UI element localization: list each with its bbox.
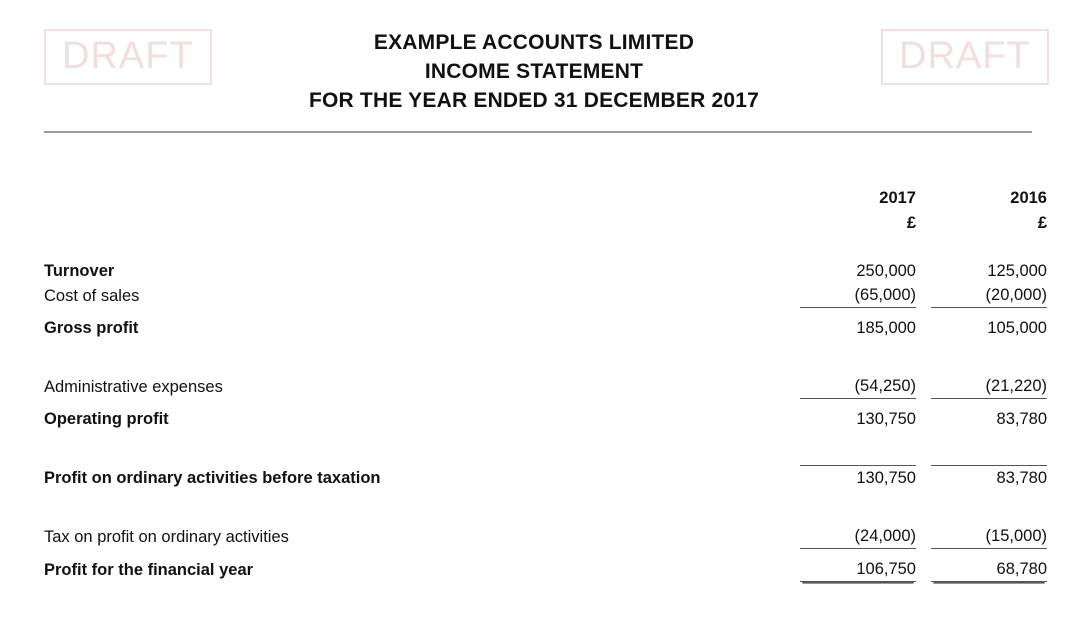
row-value-turnover-2017: 250,000 — [856, 262, 916, 280]
row-label-cost-of-sales: Cost of sales — [44, 286, 140, 305]
spacer-after-header — [44, 235, 1047, 259]
row-value-profit-before-taxation-2016: 83,780 — [931, 466, 1047, 491]
table-row — [44, 316, 1047, 340]
header-year-2017: 2017 — [879, 189, 916, 207]
table-row — [44, 466, 1047, 491]
table-row — [44, 283, 1047, 308]
title-statement-type: INCOME STATEMENT — [424, 60, 644, 83]
header-spacer — [44, 185, 800, 211]
row-value-profit-for-financial-year-2017: 106,750 — [800, 557, 916, 582]
row-value-administrative-expenses-2016: (21,220) — [931, 374, 1047, 399]
row-value-tax-on-profit-2016: (15,000) — [931, 524, 1047, 549]
spacer-before-gross-profit — [44, 308, 1047, 317]
row-value-turnover-2016: 125,000 — [987, 262, 1047, 280]
spacer-before-pbt — [44, 431, 1047, 466]
spacer-before-admin-expenses — [44, 340, 1047, 374]
row-value-operating-profit-2016: 83,780 — [996, 410, 1047, 428]
row-label-operating-profit: Operating profit — [44, 410, 169, 428]
row-value-profit-before-taxation-2017: 130,750 — [800, 466, 916, 491]
row-value-cost-of-sales-2016: (20,000) — [931, 283, 1047, 308]
row-label-gross-profit: Gross profit — [44, 319, 139, 337]
row-value-gross-profit-2016: 105,000 — [987, 319, 1047, 337]
draft-watermark-left: DRAFT — [44, 29, 212, 85]
draft-watermark-right: DRAFT — [881, 29, 1049, 85]
row-value-tax-on-profit-2017: (24,000) — [800, 524, 916, 549]
row-value-operating-profit-2017: 130,750 — [856, 410, 916, 428]
header-currency-2017: £ — [906, 214, 916, 232]
row-value-profit-for-financial-year-2016: 68,780 — [931, 557, 1047, 582]
spacer-before-profit-for-year — [44, 549, 1047, 558]
table-row — [44, 374, 1047, 399]
row-label-administrative-expenses: Administrative expenses — [44, 377, 223, 396]
document-title — [0, 28, 1068, 115]
row-label-profit-for-financial-year: Profit for the financial year — [44, 560, 254, 579]
table-row — [44, 557, 1047, 582]
income-statement-table — [44, 185, 1047, 582]
row-value-administrative-expenses-2017: (54,250) — [800, 374, 916, 399]
spacer-before-operating-profit — [44, 399, 1047, 408]
row-label-tax-on-profit: Tax on profit on ordinary activities — [44, 527, 289, 546]
table-header-years — [44, 185, 1047, 211]
row-label-profit-before-taxation: Profit on ordinary activities before taxation — [44, 469, 381, 487]
table-row — [44, 407, 1047, 431]
title-company-name: EXAMPLE ACCOUNTS LIMITED — [373, 31, 695, 54]
table-header-currency — [44, 211, 1047, 235]
table-row — [44, 524, 1047, 549]
row-value-gross-profit-2017: 185,000 — [856, 319, 916, 337]
title-period: FOR THE YEAR ENDED 31 DECEMBER 2017 — [308, 89, 760, 112]
header-currency-spacer — [44, 211, 800, 235]
header-currency-2016: £ — [1037, 214, 1047, 232]
title-divider — [44, 131, 1032, 133]
spacer-before-tax — [44, 490, 1047, 524]
row-value-cost-of-sales-2017: (65,000) — [800, 283, 916, 308]
header-year-2016: 2016 — [1010, 189, 1047, 207]
table-row — [44, 259, 1047, 283]
row-label-turnover: Turnover — [44, 262, 115, 280]
